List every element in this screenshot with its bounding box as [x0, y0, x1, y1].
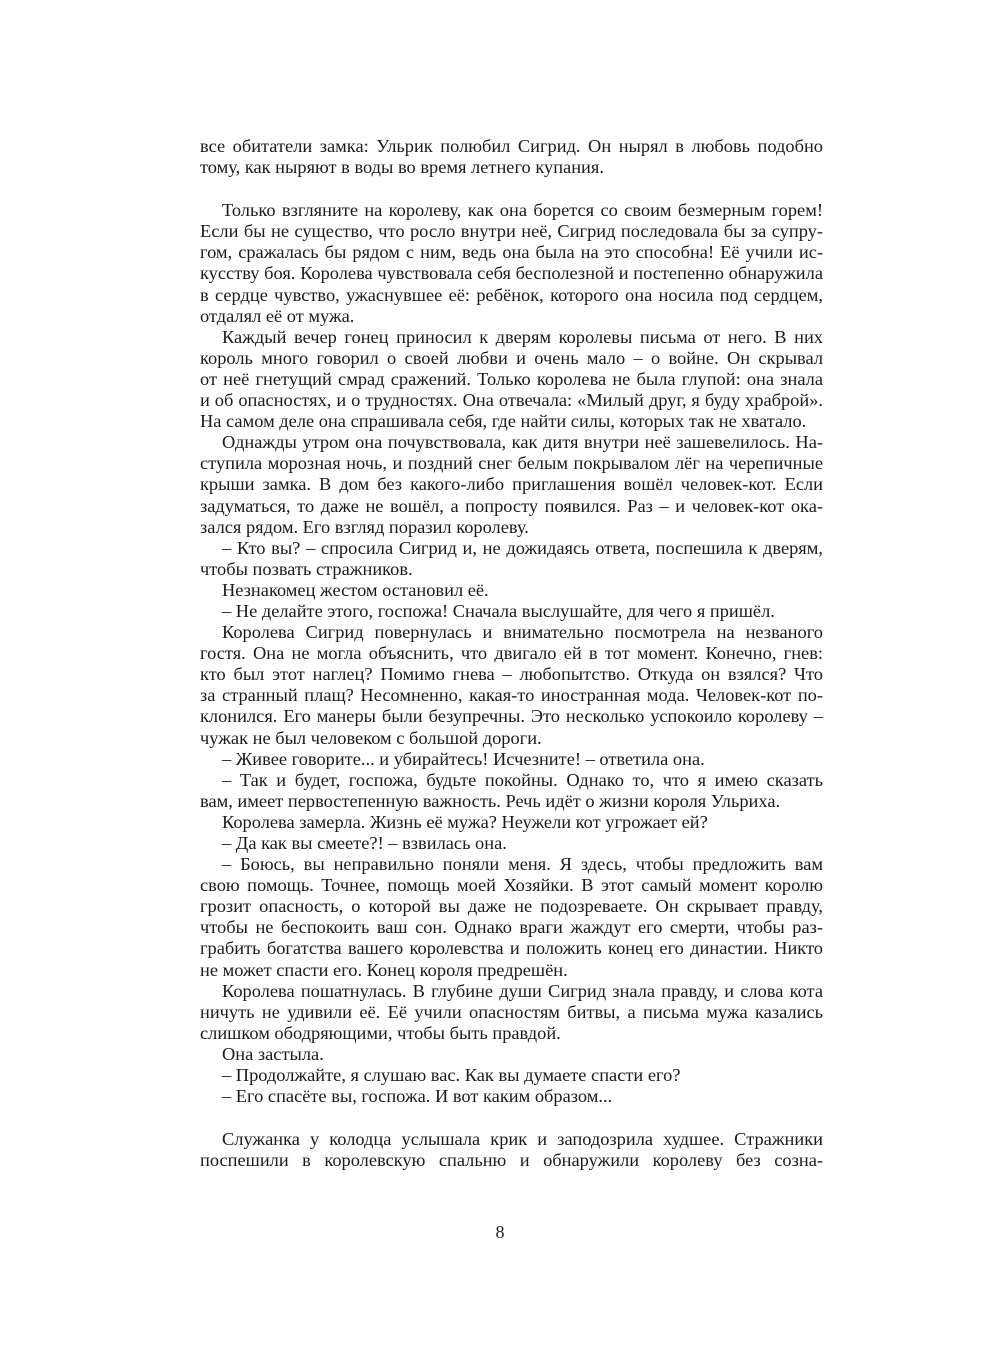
text-line: ничуть не удивили её. Её учили опасностям битвы, а письма мужа казались — [200, 1001, 823, 1022]
page-number: 8 — [495, 1222, 505, 1242]
paragraph — [200, 622, 823, 749]
text-line: Если бы не существо, что росло внутри неё, Сигрид последовала бы за супру- — [200, 221, 823, 242]
body-text — [200, 136, 823, 1171]
text-line: за странный плащ? Несомненно, какая-то иностранная мода. Человек-кот по- — [200, 685, 823, 706]
text-line: Служанка у колодца услышала крик и заподозрила худшее. Стражники — [222, 1129, 823, 1150]
text-line: – Не делайте этого, госпожа! Сначала выслушайте, для чего я пришёл. — [222, 600, 775, 621]
paragraph — [200, 601, 823, 622]
text-line: Каждый вечер гонец приносил к дверям королевы письма от него. В них — [222, 326, 823, 347]
text-line: клонился. Его манеры были безупречны. Это несколько успокоило королеву – — [200, 706, 823, 727]
text-line: от неё гнетущий смрад сражений. Только королева не была глупой: она знала — [200, 368, 823, 389]
paragraph — [200, 833, 823, 854]
text-line: чтобы позвать стражников. — [200, 558, 413, 579]
text-line: – Боюсь, вы неправильно поняли меня. Я здесь, чтобы предложить вам — [222, 854, 823, 875]
text-line: – Да как вы смеете?! – взвилась она. — [222, 833, 507, 853]
paragraph — [200, 200, 823, 327]
text-line: – Так и будет, госпожа, будьте покойны. Однако то, что я имею сказать — [222, 769, 823, 790]
text-line: свою помощь. Точнее, помощь моей Хозяйки. В этот самый момент королю — [200, 875, 823, 896]
text-line: Королева замерла. Жизнь её мужа? Неужели кот угрожает ей? — [222, 811, 708, 832]
text-line: кто был этот наглец? Помимо гнева – любопытство. Откуда он взялся? Что — [200, 664, 823, 685]
paragraph — [200, 1086, 823, 1107]
paragraph — [200, 1044, 823, 1065]
text-line: Только взгляните на королеву, как она борется со своим безмерным горем! — [222, 200, 823, 221]
text-line: вам, имеет первостепенную важность. Речь идёт о жизни короля Ульриха. — [200, 790, 781, 811]
paragraph — [200, 538, 823, 580]
text-line: задуматься, то даже не вошёл, а попросту появился. Раз – и человек-кот ока- — [200, 495, 823, 516]
text-line: грозит опасность, о которой вы даже не подозреваете. Он скрывает правду, — [200, 896, 823, 917]
text-line: кусству боя. Королева чувствовала себя бесполезной и постепенно обнаружила — [200, 263, 823, 284]
text-line: король много говорил о своей любви и очень мало – о войне. Он скрывал — [200, 347, 823, 368]
section-gap — [200, 178, 823, 200]
text-line: – Живее говорите... и убирайтесь! Исчезните! – ответила она. — [222, 748, 705, 769]
text-line: слишком ободряющими, чтобы быть правдой. — [200, 1022, 561, 1043]
text-line: Королева Сигрид повернулась и внимательно посмотрела на незваного — [222, 622, 823, 643]
paragraph — [200, 749, 823, 770]
text-line: зался рядом. Его взгляд поразил королеву. — [200, 516, 529, 537]
section-gap — [200, 1107, 823, 1129]
paragraph — [200, 1065, 823, 1086]
paragraph — [200, 432, 823, 537]
text-line: и об опасностях, и о трудностях. Она отвечала: «Милый друг, я буду храброй». — [200, 390, 823, 411]
text-line: – Кто вы? – спросила Сигрид и, не дожидаясь ответа, поспешила к дверям, — [222, 537, 823, 558]
text-line: все обитатели замка: Ульрик полюбил Сигрид. Он нырял в любовь подобно — [200, 136, 823, 156]
paragraph — [200, 770, 823, 812]
text-line: гом, сражалась бы рядом с ним, ведь она была на это способна! Её учили ис- — [200, 242, 823, 263]
text-line: Она застыла. — [222, 1043, 324, 1064]
text-line: Однажды утром она почувствовала, как дитя внутри неё зашевелилось. На- — [222, 432, 823, 453]
text-line: крыши замка. В дом без какого-либо приглашения вошёл человек-кот. Если — [200, 474, 823, 495]
text-line: Незнакомец жестом остановил её. — [222, 579, 489, 600]
paragraph — [200, 812, 823, 833]
paragraph — [200, 136, 823, 178]
text-line: в сердце чувство, ужаснувшее её: ребёнок, которого она носила под сердцем, — [200, 284, 823, 305]
paragraph — [200, 1129, 823, 1171]
text-line: тому, как ныряют в воды во время летнего купания. — [200, 157, 604, 178]
text-line: гостя. Она не могла объяснить, что двигало ей в тот момент. Конечно, гнев: — [200, 643, 823, 664]
text-line: чтобы не беспокоить ваш сон. Однако враги жаждут его смерти, чтобы раз- — [200, 917, 823, 938]
paragraph — [200, 327, 823, 432]
paragraph — [200, 981, 823, 1044]
text-line: чужак не был человеком с большой дороги. — [200, 727, 542, 748]
paragraph — [200, 854, 823, 981]
text-line: – Его спасёте вы, госпожа. И вот каким образом... — [222, 1086, 613, 1107]
text-line: ступила морозная ночь, и поздний снег белым покрывалом лёг на черепичные — [200, 453, 823, 474]
paragraph — [200, 580, 823, 601]
text-line: грабить богатства вашего королевства и положить конец его династии. Никто — [200, 938, 823, 959]
text-line: – Продолжайте, я слушаю вас. Как вы думаете спасти его? — [222, 1065, 681, 1086]
text-line: На самом деле она спрашивала себя, где найти силы, которых так не хватало. — [200, 411, 807, 432]
text-line: не может спасти его. Конец короля предрешён. — [200, 959, 568, 980]
text-line: отдалял её от мужа. — [200, 305, 355, 326]
text-line: Королева пошатнулась. В глубине души Сигрид знала правду, и слова кота — [222, 980, 823, 1001]
text-line: поспешили в королевскую спальню и обнаружили королеву без созна- — [200, 1150, 823, 1171]
